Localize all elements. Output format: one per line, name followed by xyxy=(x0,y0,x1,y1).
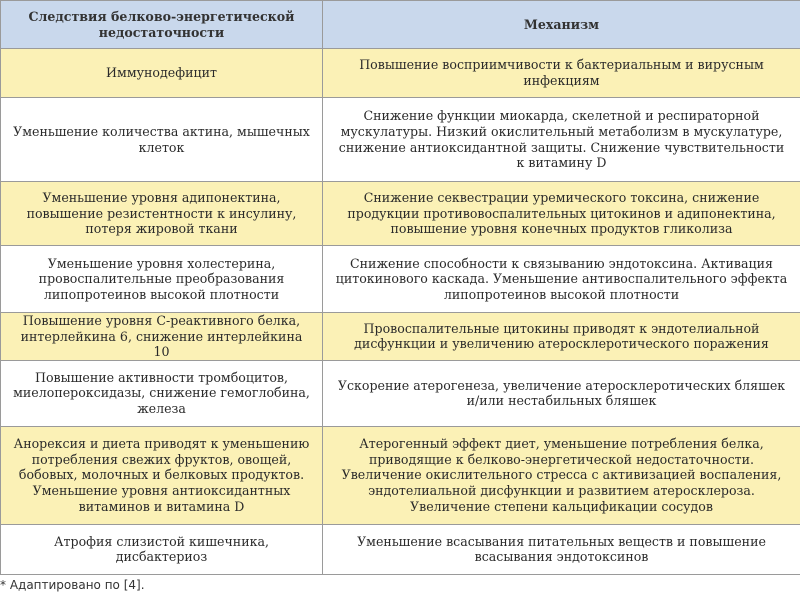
mechanism-cell: Провоспалительные цитокины приводят к эндотелиальной дисфункции и увеличению атеросклеротического поражения xyxy=(323,313,800,361)
consequence-cell: Уменьшение уровня адипонектина, повышение резистентности к инсулину, потеря жировой ткани xyxy=(1,182,323,246)
table-row xyxy=(1,313,800,361)
mechanism-cell: Снижение секвестрации уремического токсина, снижение продукции противовоспалительных цитокинов и адипонектина, повышение уровня конечных продуктов гликолиза xyxy=(323,182,800,246)
table-row xyxy=(1,98,800,182)
table-row xyxy=(1,182,800,246)
header-mechanism: Механизм xyxy=(323,1,800,49)
table-row xyxy=(1,426,800,524)
consequence-cell: Анорексия и диета приводят к уменьшению потребления свежих фруктов, овощей, бобовых, молочных и белковых продуктов. Уменьшение уровня антиоксидантных витаминов и витамина D xyxy=(1,426,323,524)
mechanism-cell: Атерогенный эффект диет, уменьшение потребления белка, приводящие к белково-энергетической недостаточности. Увеличение окислительного стресса с активизацией воспаления, эндотелиальной дисфункции и развитием атеросклероза. Увеличение степени кальцификации сосудов xyxy=(323,426,800,524)
consequence-cell: Уменьшение уровня холестерина, провоспалительные преобразования липопротеинов высокой плотности xyxy=(1,246,323,313)
mechanism-cell: Уменьшение всасывания питательных веществ и повышение всасывания эндотоксинов xyxy=(323,524,800,574)
consequence-cell: Повышение активности тромбоцитов, миелопероксидазы, снижение гемоглобина, железа xyxy=(1,360,323,426)
mechanism-cell: Снижение способности к связыванию эндотоксина. Активация цитокинового каскада. Уменьшение антивоспалительного эффекта липопротеинов высокой плотности xyxy=(323,246,800,313)
mechanism-cell: Снижение функции миокарда, скелетной и респираторной мускулатуры. Низкий окислительный метаболизм в мускулатуре, снижение антиоксидантной защиты. Снижение чувствительности к витамину D xyxy=(323,98,800,182)
consequence-cell: Повышение уровня С-реактивного белка, интерлейкина 6, снижение интерлейкина 10 xyxy=(1,313,323,361)
mechanism-cell: Повышение восприимчивости к бактериальным и вирусным инфекциям xyxy=(323,49,800,98)
source-footnote: * Адаптировано по [4]. xyxy=(0,578,145,592)
consequence-cell: Иммунодефицит xyxy=(1,49,323,98)
table-row xyxy=(1,49,800,98)
table-header-row xyxy=(1,1,800,49)
mechanism-cell: Ускорение атерогенеза, увеличение атеросклеротических бляшек и/или нестабильных бляшек xyxy=(323,360,800,426)
table-row xyxy=(1,524,800,574)
consequence-cell: Уменьшение количества актина, мышечных клеток xyxy=(1,98,323,182)
header-consequence: Следствия белково-энергетической недостаточности xyxy=(1,1,323,49)
consequence-cell: Атрофия слизистой кишечника, дисбактериоз xyxy=(1,524,323,574)
table-row xyxy=(1,360,800,426)
table-row xyxy=(1,246,800,313)
